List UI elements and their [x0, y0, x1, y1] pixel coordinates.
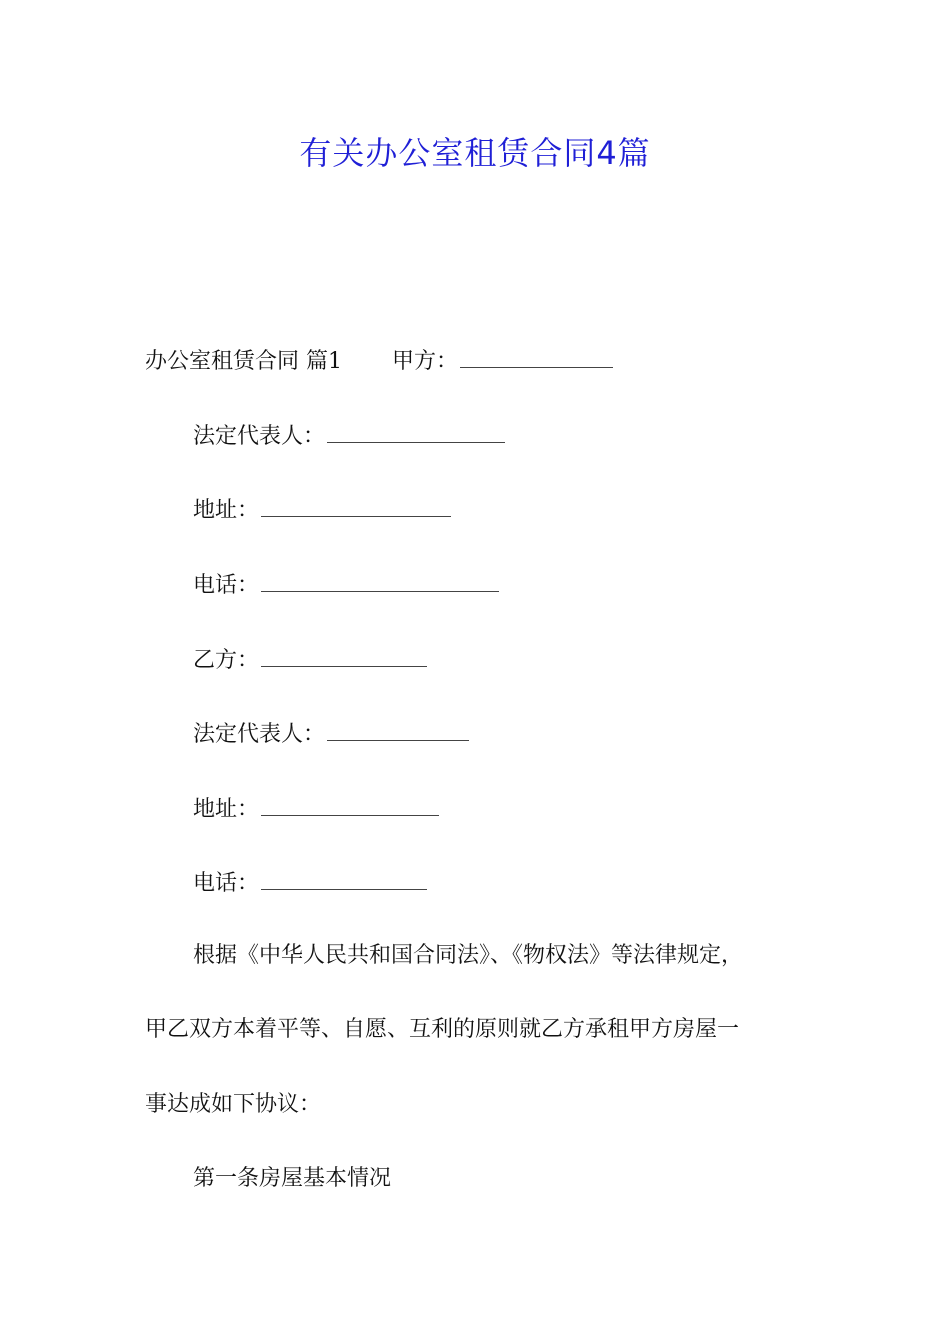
party-a-legal-rep-line: [193, 418, 505, 453]
section-label: 办公室租赁合同 篇1: [145, 349, 342, 374]
party-b-phone-blank: [261, 865, 427, 890]
party-b-blank: [261, 642, 427, 667]
paragraph-line-3: 事达成如下协议：: [145, 1092, 322, 1117]
party-a-blank: [460, 343, 613, 368]
party-b-legal-rep-label: 法定代表人：: [193, 722, 326, 747]
party-a-legal-rep-label: 法定代表人：: [193, 424, 326, 449]
party-a-address-label: 地址：: [193, 498, 260, 523]
party-b-legal-rep-line: [193, 716, 469, 751]
party-a-phone-blank: [261, 567, 499, 592]
party-b-phone-label: 电话：: [193, 871, 260, 896]
party-a-legal-rep-blank: [327, 418, 505, 443]
party-b-phone-line: [193, 865, 427, 900]
party-b-label: 乙方：: [193, 648, 260, 673]
party-b-address-label: 地址：: [193, 797, 260, 822]
paragraph-line-2: 甲乙双方本着平等、自愿、互利的原则就乙方承租甲方房屋一: [145, 1017, 740, 1042]
party-b-legal-rep-blank: [327, 716, 469, 741]
paragraph-line-1: 根据《中华人民共和国合同法》、《物权法》等法律规定，: [193, 943, 744, 968]
party-a-phone-line: [193, 567, 499, 602]
party-b-address-blank: [261, 791, 439, 816]
document-title: 有关办公室租赁合同4篇: [299, 134, 651, 172]
party-a-address-blank: [261, 492, 451, 517]
party-b-address-line: [193, 791, 439, 826]
heading-line: [145, 343, 613, 378]
article-1-title: 第一条房屋基本情况: [193, 1166, 392, 1191]
party-a-label: 甲方：: [392, 349, 459, 374]
party-a-phone-label: 电话：: [193, 573, 260, 598]
party-b-line: [193, 642, 427, 677]
party-a-address-line: [193, 492, 451, 527]
